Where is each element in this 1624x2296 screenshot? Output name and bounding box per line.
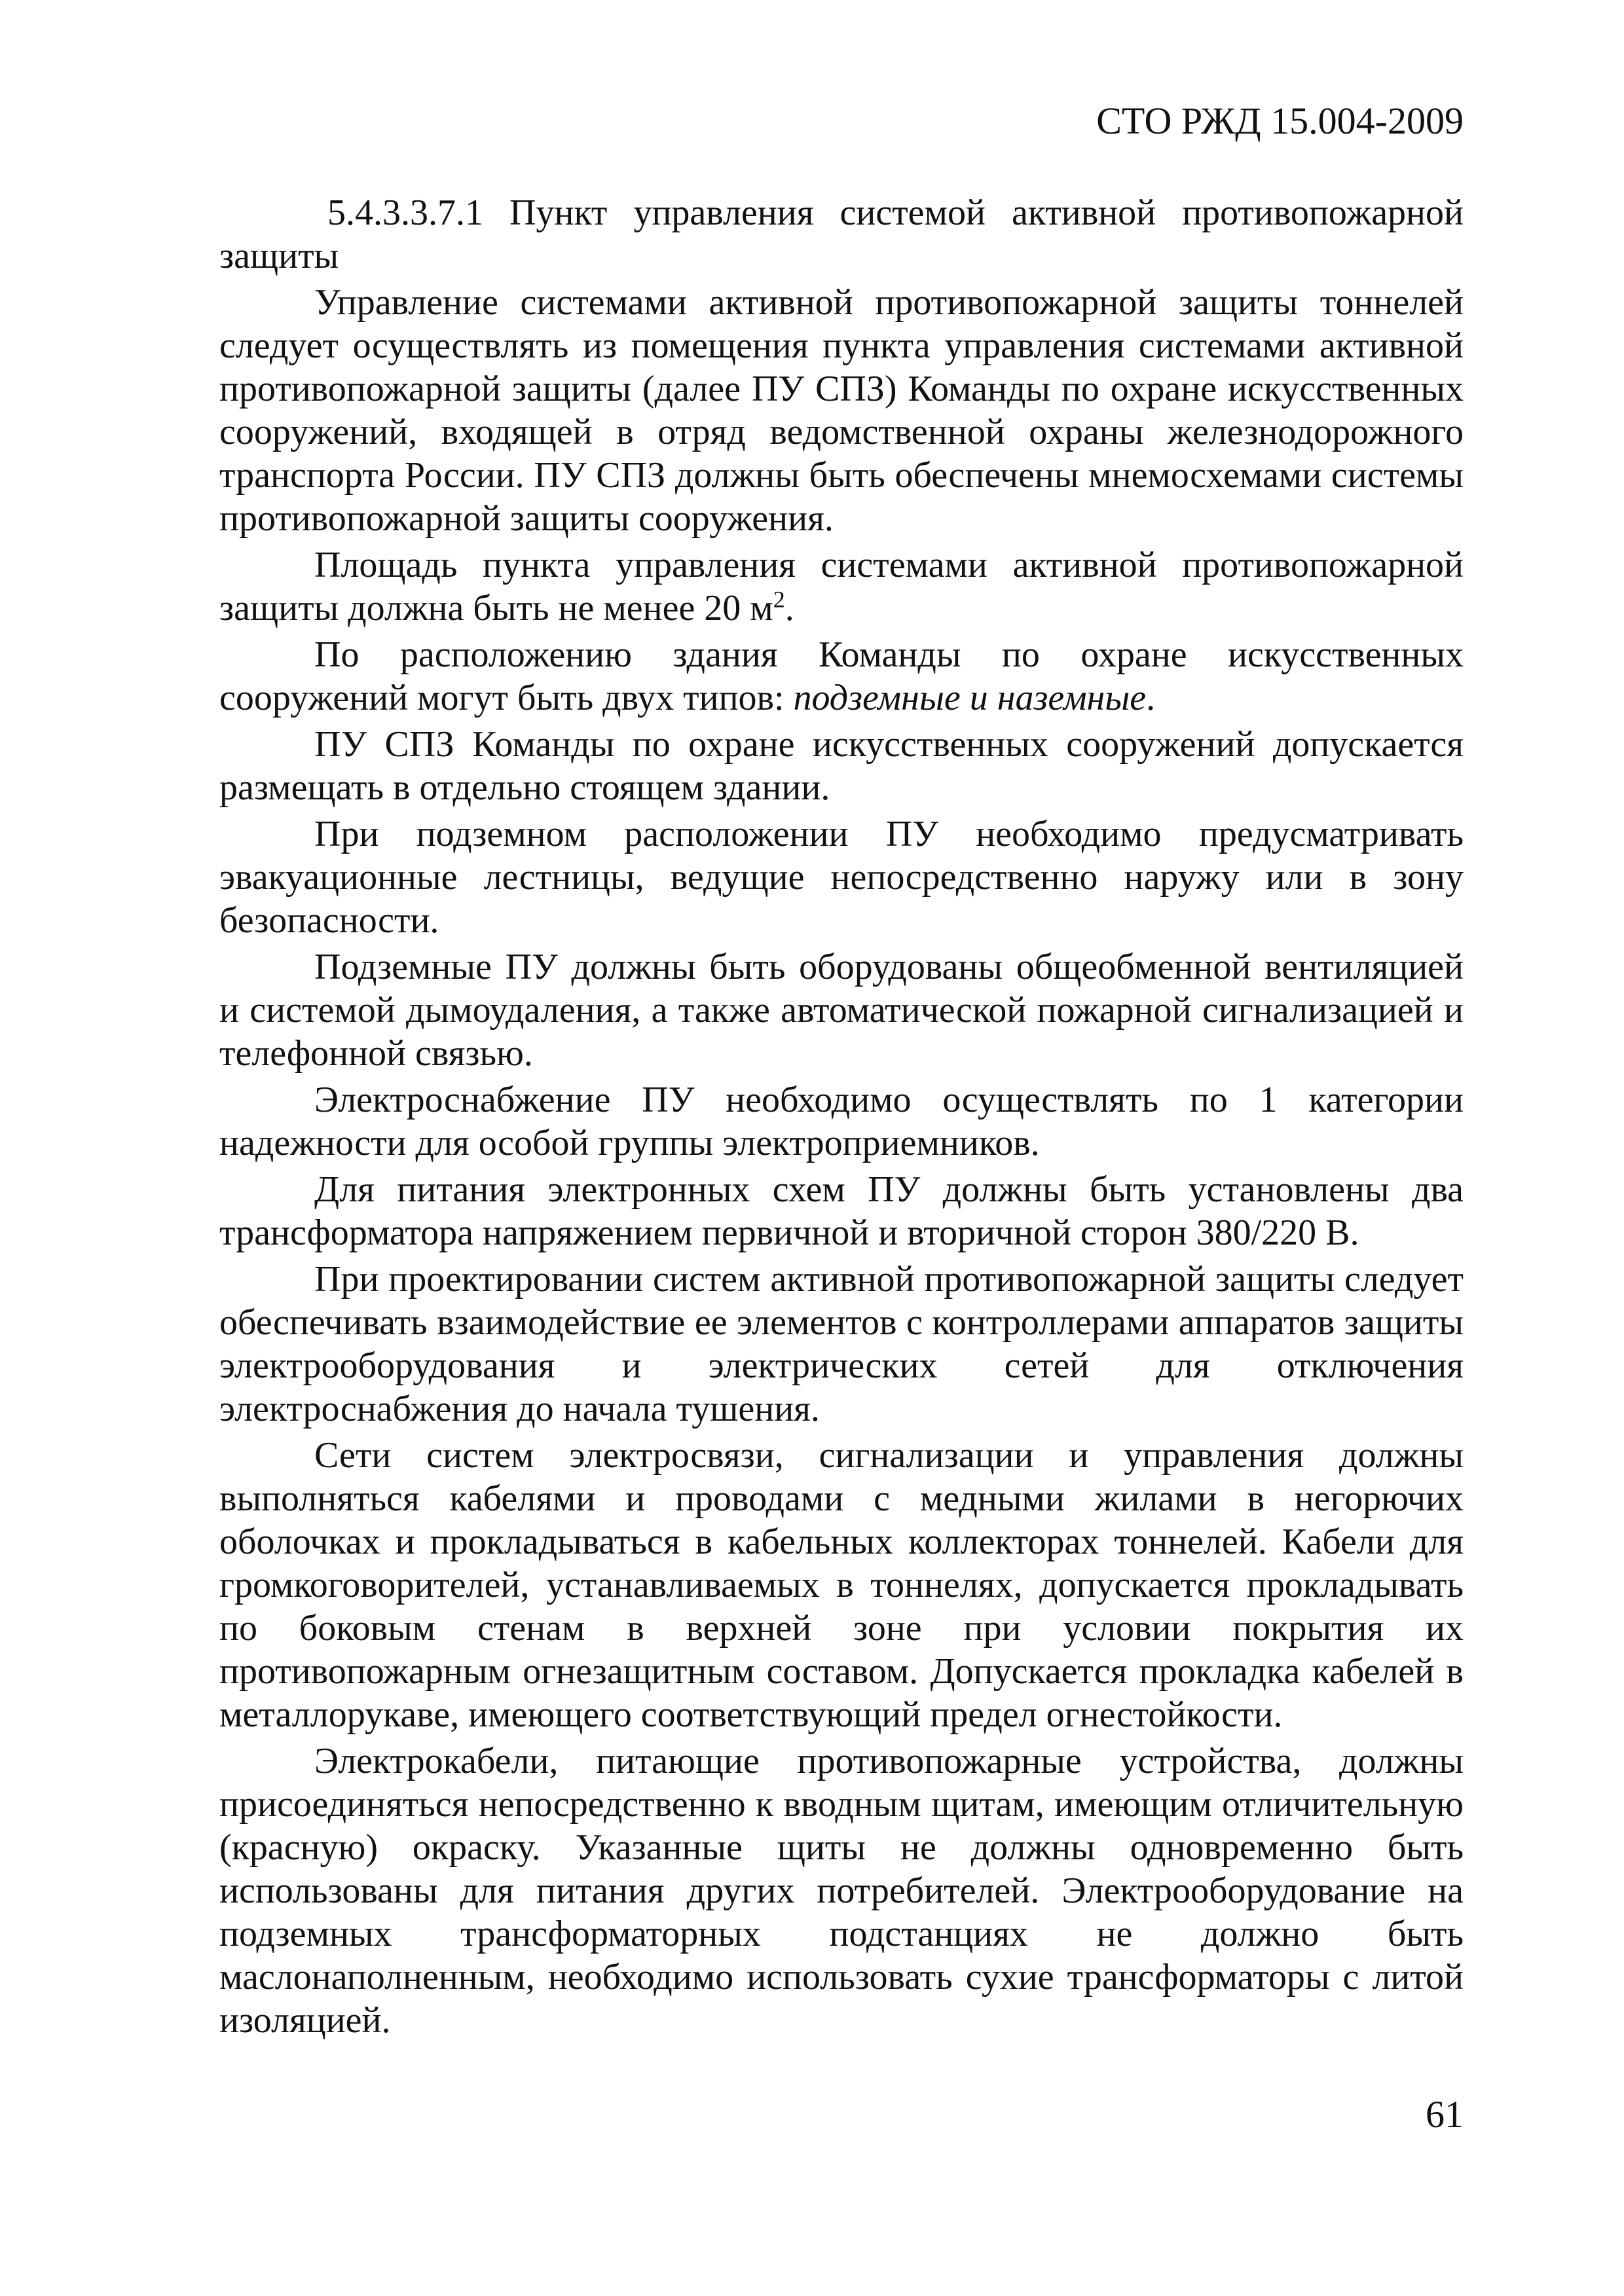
paragraph-types-text: По расположению здания Команды по охране искусственных сооружений могут быть двух типов: [219,634,1464,718]
paragraph: Сети систем электросвязи, сигнализации и управления должны выполняться кабелями и проводами с медными жилами в негорючих оболочках и прокладываться в кабельных коллекторах тоннелей. Кабели для громкоговорителей, устанавливаемых в тоннелях, допускается прокладывать по боковым стенам в верхней зоне при условии покрытия их противопожарным огнезащитным составом. Допускается прокладка кабелей в металлорукаве, имеющего соответствующий предел огнестойкости. [219,1435,1464,1735]
paragraph-area-text: Площадь пункта управления системами активной противопожарной защиты должна быть не менее 20 м [219,545,1464,629]
paragraph: Управление системами активной противопожарной защиты тоннелей следует осуществлять из помещения пункта управления системами активной противопожарной защиты (далее ПУ СПЗ) Команды по охране искусственных сооружений, входящей в отряд ведомственной охраны железнодорожного транспорта России. ПУ СПЗ должны быть обеспечены мнемосхемами системы противопожарной защиты сооружения. [219,282,1464,539]
paragraph: Подземные ПУ должны быть оборудованы общеобменной вентиляцией и системой дымоудаления, а также автоматической пожарной сигнализацией и телефонной связью. [219,947,1464,1074]
area-superscript: 2 [773,586,785,613]
page-number: 61 [1426,2093,1464,2136]
document-body [219,191,1464,2045]
paragraph: При подземном расположении ПУ необходимо предусматривать эвакуационные лестницы, ведущие непосредственно наружу или в зону безопасности. [219,814,1464,941]
types-suffix: . [1146,678,1156,718]
paragraph: ПУ СПЗ Команды по охране искусственных сооружений допускается размещать в отдельно стоящем здании. [219,724,1464,808]
paragraph-types [219,633,1464,720]
document-code: СТО РЖД 15.004-2009 [1096,100,1464,142]
paragraph-area [219,543,1464,630]
paragraph: Для питания электронных схем ПУ должны быть установлены два трансформатора напряжением первичной и вторичной сторон 380/220 В. [219,1169,1464,1253]
section-heading: 5.4.3.3.7.1 Пункт управления системой активной противопожарной защиты [219,192,1464,276]
area-suffix: . [784,588,794,629]
paragraph: Электроснабжение ПУ необходимо осуществлять по 1 категории надежности для особой группы электроприемников. [219,1080,1464,1163]
paragraph: При проектировании систем активной противопожарной защиты следует обеспечивать взаимодействие ее элементов с контроллерами аппаратов защиты электрооборудования и электрических сетей для отключения электроснабжения до начала тушения. [219,1259,1464,1429]
paragraph: Электрокабели, питающие противопожарные устройства, должны присоединяться непосредственно к вводным щитам, имеющим отличительную (красную) окраску. Указанные щиты не должны одновременно быть использованы для питания других потребителей. Электрооборудование на подземных трансформаторных подстанциях не должно быть маслонаполненным, необходимо использовать сухие трансформаторы с литой изоляцией. [219,1741,1464,2041]
types-italic: подземные и наземные [793,678,1147,718]
